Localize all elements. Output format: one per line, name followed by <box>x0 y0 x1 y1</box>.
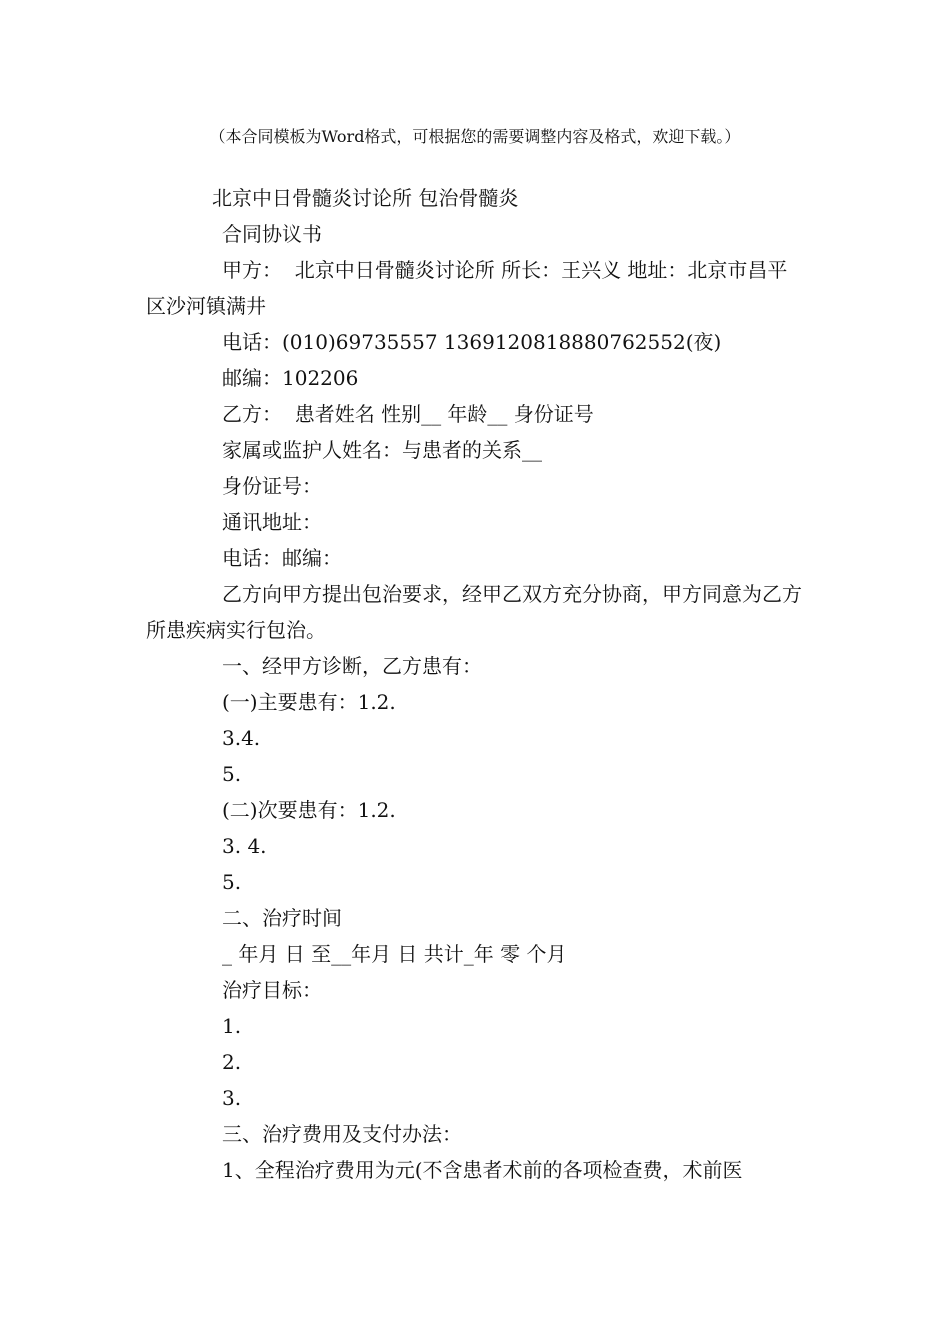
treatment-goal-3: 3. <box>222 1086 242 1110</box>
section-diagnosis-heading: 一、经甲方诊断，乙方患有： <box>222 654 482 678</box>
document-subtitle: 合同协议书 <box>222 222 322 246</box>
party-a-info: 甲方： 北京中日骨髓炎讨论所 所长：王兴义 地址：北京市昌平区沙河镇满井 <box>146 258 788 318</box>
postcode-line: 邮编：102206 <box>222 366 359 390</box>
section-fees-heading: 三、治疗费用及支付办法： <box>222 1122 462 1146</box>
contract-body <box>146 180 806 1188</box>
treatment-goal-2: 2. <box>222 1050 242 1074</box>
document-title: 北京中日骨髓炎讨论所 包治骨髓炎 <box>212 186 519 210</box>
guardian-line: 家属或监护人姓名：与患者的关系__ <box>222 438 542 462</box>
treatment-goal-label: 治疗目标： <box>222 978 322 1002</box>
fee-clause-1: 1、全程治疗费用为元(不含患者术前的各项检查费，术前医 <box>222 1158 743 1182</box>
request-paragraph: 乙方向甲方提出包治要求，经甲乙双方充分协商，甲方同意为乙方所患疾病实行包治。 <box>146 582 802 642</box>
address-line: 通讯地址： <box>222 510 322 534</box>
id-number-line: 身份证号： <box>222 474 322 498</box>
treatment-goal-1: 1. <box>222 1014 242 1038</box>
main-condition-line-2: 3.4. <box>222 726 261 750</box>
section-treatment-time-heading: 二、治疗时间 <box>222 906 342 930</box>
minor-condition-line-1: (二)次要患有：1.2. <box>222 798 396 822</box>
minor-condition-line-3: 5. <box>222 870 242 894</box>
main-condition-line-3: 5. <box>222 762 242 786</box>
template-notice: （本合同模板为Word格式，可根据您的需要调整内容及格式，欢迎下载。） <box>209 127 741 146</box>
main-condition-line-1: (一)主要患有：1.2. <box>222 690 396 714</box>
party-b-info: 乙方： 患者姓名 性别__ 年龄__ 身份证号 <box>222 402 594 426</box>
treatment-period-line: _ 年月 日 至__年月 日 共计_年 零 个月 <box>222 942 567 966</box>
phone-line: 电话：(010)69735557 1369120818880762552(夜) <box>222 330 722 354</box>
minor-condition-line-2: 3. 4. <box>222 834 267 858</box>
phone-postcode-line: 电话：邮编： <box>222 546 342 570</box>
